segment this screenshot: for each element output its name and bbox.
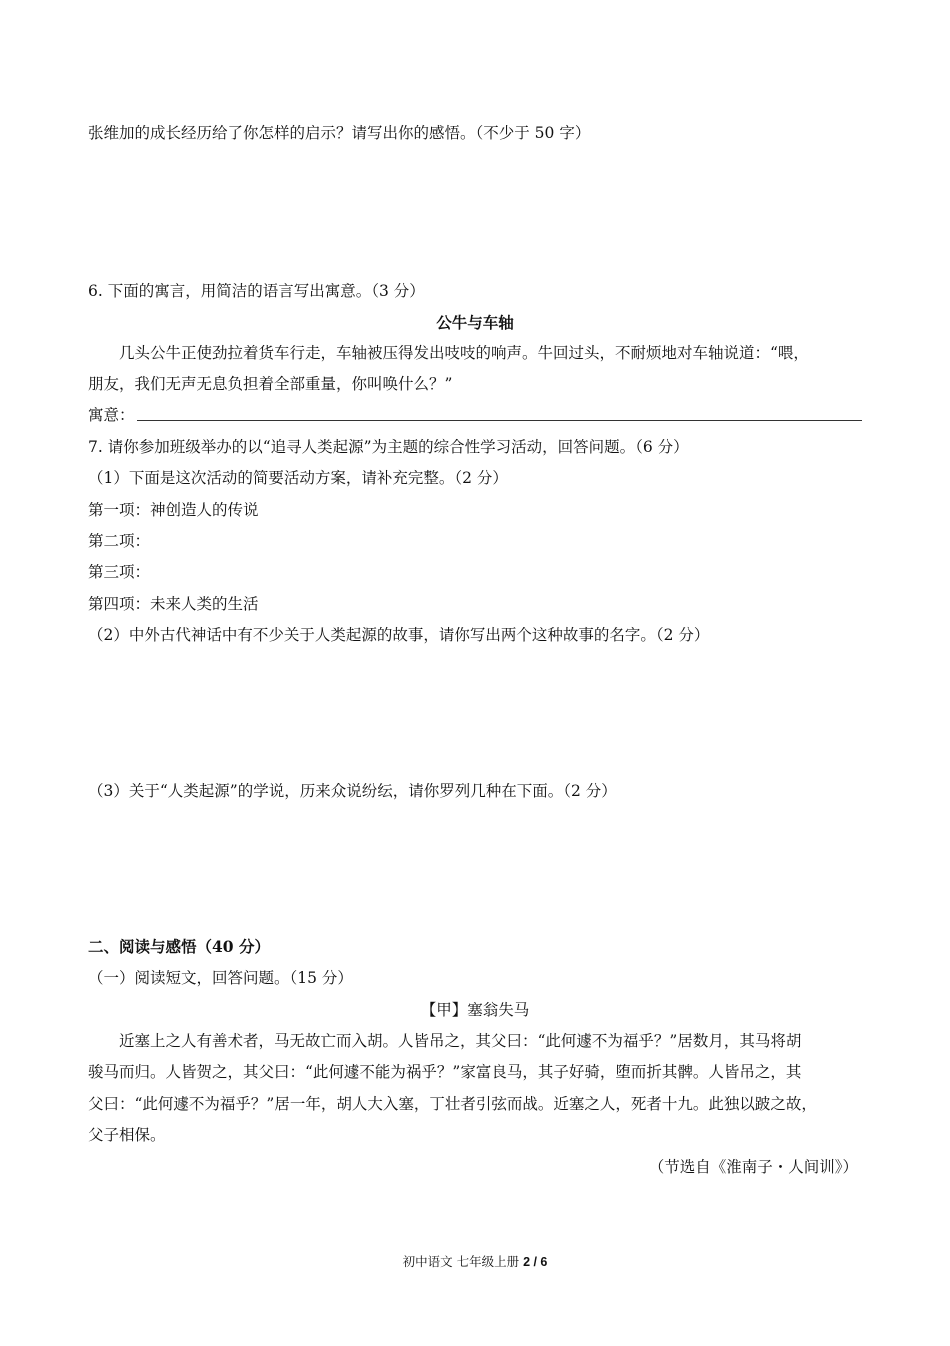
footer-course: 初中语文 七年级上册 (402, 1254, 520, 1269)
q7-sub2: （2）中外古代神话中有不少关于人类起源的故事，请你写出两个这种故事的名字。（2 分） (88, 626, 710, 644)
fable-paragraph-line-2: 朋友，我们无声无息负担着全部重量，你叫唤什么？” (88, 375, 453, 393)
q6-prompt: 6. 下面的寓言，用简洁的语言写出寓意。（3 分） (88, 282, 425, 300)
plan-item-4: 第四项：未来人类的生活 (88, 595, 259, 613)
footer-page-number: 2 / 6 (523, 1255, 548, 1269)
passage-title: 【甲】塞翁失马 (420, 1001, 530, 1019)
q7-sub3: （3）关于“人类起源”的学说，历来众说纷纭，请你罗列几种在下面。（2 分） (88, 782, 617, 800)
passage-line-1: 近塞上之人有善术者，马无故亡而入胡。人皆吊之，其父曰：“此何遽不为福乎？”居数月，其马将胡 (119, 1032, 802, 1050)
passage-source: （节选自《淮南子・人间训》） (648, 1158, 858, 1176)
passage-line-3: 父曰：“此何遽不为福乎？”居一年，胡人大入塞，丁壮者引弦而战。近塞之人，死者十九。此独以跛之故， (88, 1095, 817, 1113)
passage-line-4: 父子相保。 (88, 1126, 166, 1144)
page-footer (0, 1252, 950, 1270)
plan-item-2: 第二项： (88, 532, 151, 550)
part1-prompt: （一）阅读短文，回答问题。（15 分） (88, 969, 353, 987)
passage-line-2: 骏马而归。人皆贺之，其父曰：“此何遽不能为祸乎？”家富良马，其子好骑，堕而折其髀。人皆吊之，其 (88, 1063, 802, 1081)
moral-answer-line[interactable] (137, 420, 862, 421)
moral-label: 寓意： (88, 406, 135, 424)
plan-item-1: 第一项：神创造人的传说 (88, 501, 259, 519)
fable-paragraph-line-1: 几头公牛正使劲拉着货车行走，车轴被压得发出吱吱的响声。牛回过头，不耐烦地对车轴说道：“喂， (119, 344, 809, 362)
q7-prompt: 7. 请你参加班级举办的以“追寻人类起源”为主题的综合性学习活动，回答问题。（6 分） (88, 438, 689, 456)
plan-item-3: 第三项： (88, 563, 151, 581)
q7-sub1: （1）下面是这次活动的简要活动方案，请补充完整。（2 分） (88, 469, 508, 487)
q5-prompt: 张维加的成长经历给了你怎样的启示？请写出你的感悟。（不少于 50 字） (88, 124, 591, 142)
fable-title: 公牛与车轴 (436, 313, 514, 332)
section-heading: 二、阅读与感悟（40 分） (88, 937, 270, 956)
